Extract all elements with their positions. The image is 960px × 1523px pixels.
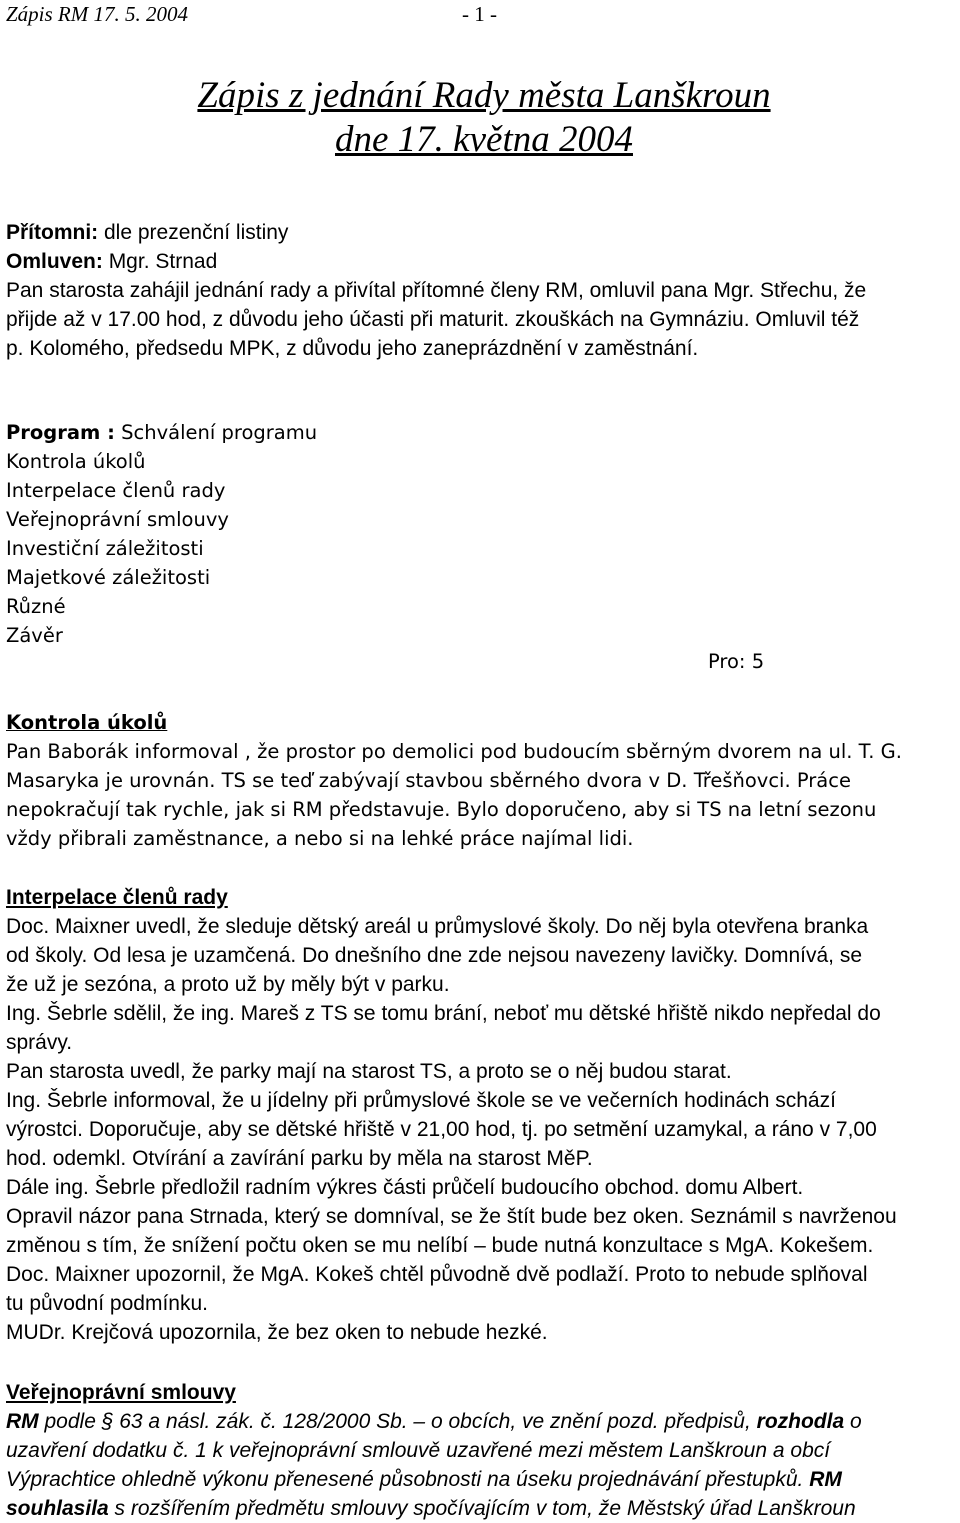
interpelace-line: od školy. Od lesa je uzamčená. Do dnešního dne zde nejsou navezeny lavičky. Domnívá, se bbox=[6, 944, 863, 967]
interpelace-line: Doc. Maixner uvedl, že sleduje dětský areál u průmyslové školy. Do něj byla otevřena branka bbox=[6, 915, 869, 938]
kontrola-line: Masaryka je urovnán. TS se teď zabývají stavbou sběrného dvora v D. Třešňovci. Práce bbox=[6, 769, 851, 792]
page-header-date: Zápis RM 17. 5. 2004 bbox=[6, 2, 189, 26]
verejnopravni-heading: Veřejnoprávní smlouvy bbox=[6, 1381, 236, 1404]
program-item: Investiční záležitosti bbox=[6, 537, 204, 560]
excused-line bbox=[6, 247, 956, 276]
verejnopravni-text: podle § 63 a násl. zák. č. 128/2000 Sb. – o obcích, ve znění pozd. předpisů, bbox=[38, 1410, 757, 1433]
program-item: Kontrola úkolů bbox=[6, 450, 146, 473]
verejnopravni-line bbox=[6, 1407, 956, 1436]
document-title-line2: dne 17. května 2004 bbox=[335, 119, 633, 160]
interpelace-line: hod. odemkl. Otvírání a zavírání parku by měla na starost MěP. bbox=[6, 1147, 593, 1170]
rm-label: RM bbox=[6, 1410, 39, 1433]
verejnopravni-section bbox=[6, 1378, 956, 1523]
interpelace-line: Ing. Šebrle sdělil, že ing. Mareš z TS se tomu brání, neboť mu dětské hřiště nikdo nepředal do bbox=[6, 1002, 881, 1025]
program-first-item: Schválení programu bbox=[114, 421, 318, 444]
excused-label: Omluven: bbox=[6, 250, 103, 273]
program-item: Interpelace členů rady bbox=[6, 479, 226, 502]
attendance-text-line: Pan starosta zahájil jednání rady a přivítal přítomné členy RM, omluvil pana Mgr. Střechu, že bbox=[6, 279, 867, 302]
interpelace-line: výrostci. Doporučuje, aby se dětské hřiště v 21,00 hod, tj. po setmění uzamykal, a ráno v 7,00 bbox=[6, 1118, 877, 1141]
verejnopravni-text: o bbox=[844, 1410, 862, 1433]
verejnopravni-text: Výprachtice ohledně výkonu přenesené působnosti na úseku projednávání přestupků. bbox=[6, 1468, 810, 1491]
verejnopravni-line bbox=[6, 1494, 956, 1523]
interpelace-line: MUDr. Krejčová upozornila, že bez oken to nebude hezké. bbox=[6, 1321, 548, 1344]
kontrola-line: Pan Baborák informoval , že prostor po demolici pod budoucím sběrným dvorem na ul. T. G. bbox=[6, 740, 902, 763]
kontrola-line: vždy přibrali zaměstnance, a nebo si na lehké práce najímal lidi. bbox=[6, 827, 634, 850]
excused-value: Mgr. Strnad bbox=[102, 250, 218, 273]
souhlasila-label: souhlasila bbox=[6, 1497, 109, 1520]
program-item: Veřejnoprávní smlouvy bbox=[6, 508, 229, 531]
program-label: Program : bbox=[6, 421, 115, 444]
program-item: Závěr bbox=[6, 624, 63, 647]
present-value: dle prezenční listiny bbox=[98, 221, 289, 244]
attendance-text-line: přijde až v 17.00 hod, z důvodu jeho účasti při maturit. zkouškách na Gymnáziu. Omluvil též bbox=[6, 308, 860, 331]
document-title-line1: Zápis z jednání Rady města Lanškroun bbox=[197, 75, 771, 116]
interpelace-line: Opravil názor pana Strnada, který se domníval, se že štít bude bez oken. Seznámil s navrženou bbox=[6, 1205, 897, 1228]
program-item: Majetkové záležitosti bbox=[6, 566, 211, 589]
program-item: Různé bbox=[6, 595, 66, 618]
program-vote: Pro: 5 bbox=[708, 650, 765, 673]
interpelace-line: změnou s tím, že snížení počtu oken se mu nelíbí – bude nutná konzultace s MgA. Kokešem. bbox=[6, 1234, 874, 1257]
interpelace-section bbox=[6, 883, 956, 1347]
verejnopravni-line: uzavření dodatku č. 1 k veřejnoprávní smlouvě uzavřené mezi městem Lanškroun a obcí bbox=[6, 1439, 831, 1462]
verejnopravni-line bbox=[6, 1465, 956, 1494]
attendance-text-line: p. Kolomého, předsedu MPK, z důvodu jeho zaneprázdnění v zaměstnání. bbox=[6, 337, 699, 360]
rm-label: RM bbox=[809, 1468, 842, 1491]
rozhodla-label: rozhodla bbox=[756, 1410, 845, 1433]
program-first-line bbox=[6, 418, 956, 447]
kontrola-heading: Kontrola úkolů bbox=[6, 711, 168, 734]
interpelace-line: Pan starosta uvedl, že parky mají na starost TS, a proto se o něj budou starat. bbox=[6, 1060, 732, 1083]
present-label: Přítomni: bbox=[6, 221, 99, 244]
kontrola-line: nepokračují tak rychle, jak si RM představuje. Bylo doporučeno, aby si TS na letní sezonu bbox=[6, 798, 877, 821]
page-number: - 1 - bbox=[462, 2, 497, 26]
interpelace-line: správy. bbox=[6, 1031, 73, 1054]
interpelace-heading: Interpelace členů rady bbox=[6, 886, 228, 909]
verejnopravni-text: s rozšířením předmětu smlouvy spočívajícím v tom, že Městský úřad Lanškroun bbox=[108, 1497, 856, 1520]
interpelace-line: tu původní podmínku. bbox=[6, 1292, 208, 1315]
interpelace-line: že už je sezóna, a proto už by měly být v parku. bbox=[6, 973, 450, 996]
kontrola-section bbox=[6, 708, 956, 853]
present-line bbox=[6, 218, 956, 247]
interpelace-line: Dále ing. Šebrle předložil radním výkres části průčelí budoucího obchod. domu Albert. bbox=[6, 1176, 804, 1199]
program-block bbox=[6, 418, 956, 650]
interpelace-line: Ing. Šebrle informoval, že u jídelny při průmyslové škole se ve večerních hodinách schází bbox=[6, 1089, 836, 1112]
interpelace-line: Doc. Maixner upozornil, že MgA. Kokeš chtěl původně dvě podlaží. Proto to nebude splňoval bbox=[6, 1263, 868, 1286]
attendance-block bbox=[6, 218, 956, 363]
